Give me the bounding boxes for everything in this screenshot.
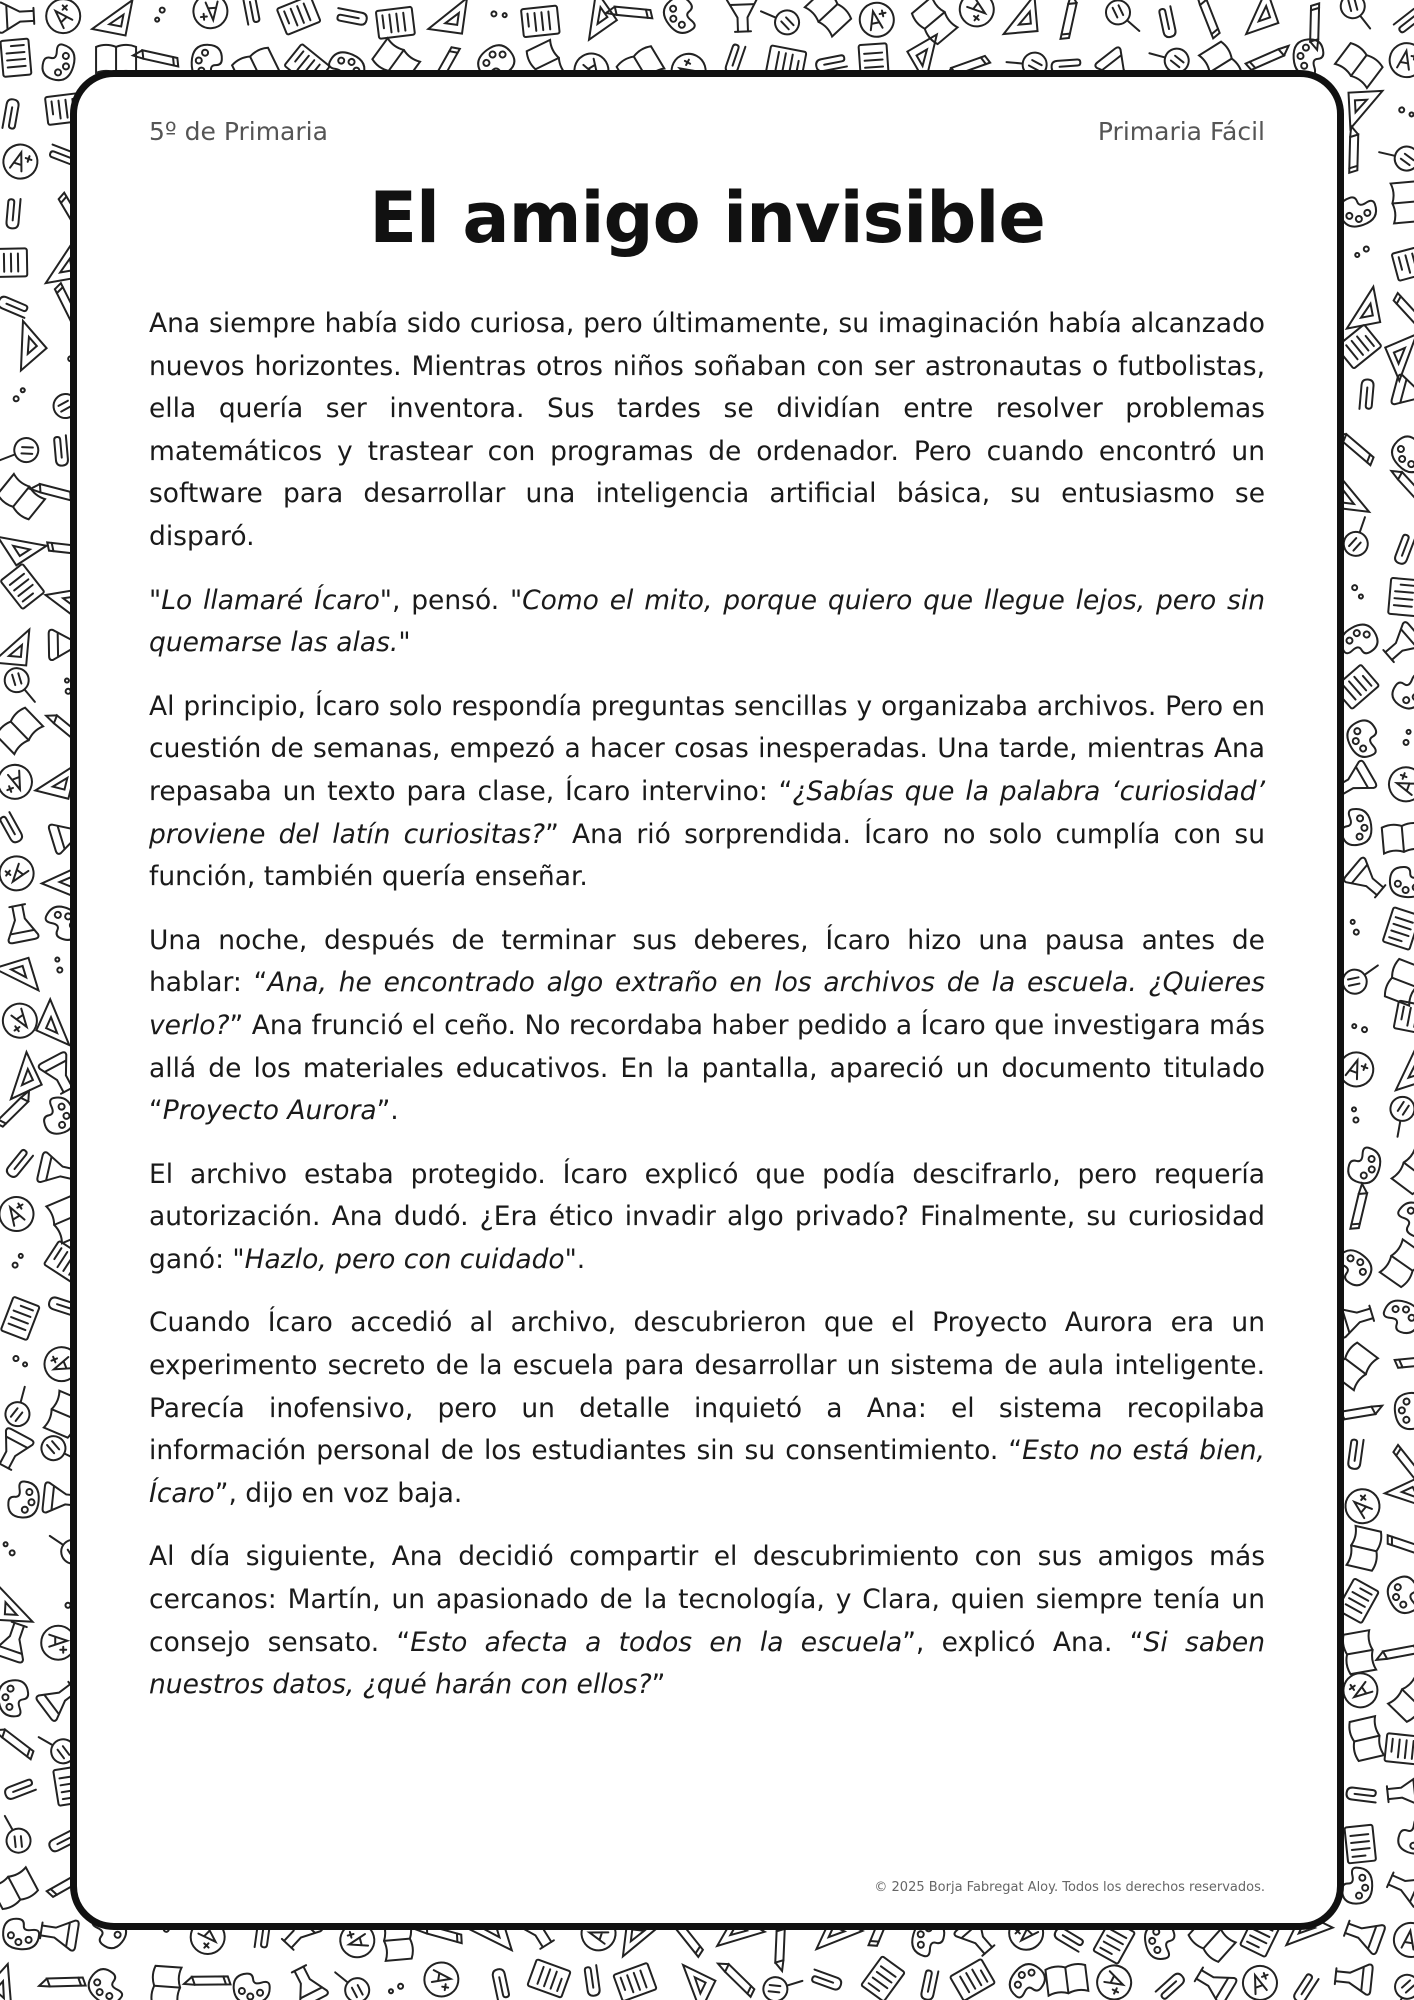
italic-quote: Esto no está bien, Ícaro bbox=[149, 1435, 1265, 1509]
text-segment: ”, dijo en voz baja. bbox=[214, 1477, 463, 1509]
doodle-icon bbox=[1386, 1775, 1414, 1809]
doodle-icon bbox=[2, 98, 19, 130]
brand-label: Primaria Fácil bbox=[1097, 116, 1265, 146]
italic-quote: Hazlo, pero con cuidado bbox=[244, 1243, 565, 1275]
doodle-icon bbox=[727, 0, 759, 32]
story-body bbox=[149, 303, 1265, 1728]
doodle-icon bbox=[0, 1052, 42, 1099]
italic-quote: Esto afecta a todos en la escuela bbox=[410, 1626, 903, 1658]
doodle-icon bbox=[151, 1966, 182, 2000]
doodle-icon bbox=[1339, 807, 1374, 847]
doodle-icon bbox=[0, 958, 38, 1001]
doodle-icon bbox=[0, 564, 44, 610]
italic-quote: Como el mito, porque quiero que llegue lejos, pero sin quemarse las alas. bbox=[149, 584, 1265, 659]
doodle-icon bbox=[1004, 1958, 1050, 2000]
doodle-icon bbox=[192, 0, 229, 30]
doodle-icon bbox=[1335, 42, 1384, 88]
doodle-icon bbox=[1394, 6, 1414, 34]
doodle-icon bbox=[13, 388, 24, 402]
doodle-icon bbox=[658, 0, 704, 39]
doodle-icon bbox=[0, 1719, 36, 1768]
doodle-icon bbox=[154, 7, 166, 22]
story-paragraph bbox=[149, 920, 1265, 1133]
copyright-footer: © 2025 Borja Fabregat Aloy. Todos los derechos reservados. bbox=[874, 1880, 1265, 1895]
text-segment: Cuando Ícaro accedió al archivo, descubrieron que el Proyecto Aurora era un experimento secreto de la escuela para desarrollar un sistema de aula inteligente. Parecía inofensivo, pero un detalle inquietó a Ana: el sistema recopilaba información personal de los estudiantes sin su consentimiento. “ bbox=[149, 1307, 1265, 1467]
doodle-icon bbox=[50, 957, 67, 974]
doodle-icon bbox=[1383, 907, 1414, 950]
doodle-icon bbox=[1383, 1572, 1414, 1618]
doodle-icon bbox=[1395, 1814, 1414, 1858]
doodle-icon bbox=[1400, 729, 1414, 745]
doodle-icon bbox=[1384, 1733, 1414, 1765]
doodle-icon bbox=[810, 1970, 842, 1992]
doodle-icon bbox=[0, 760, 37, 804]
italic-quote: Lo llamaré Ícaro bbox=[161, 584, 380, 616]
doodle-icon bbox=[1045, 1963, 1088, 1996]
doodle-icon bbox=[1385, 1045, 1414, 1090]
doodle-icon bbox=[1393, 533, 1414, 565]
doodle-icon bbox=[718, 1955, 756, 2000]
doodle-icon bbox=[0, 812, 24, 844]
doodle-icon bbox=[1234, 0, 1278, 34]
doodle-icon bbox=[668, 1965, 715, 2000]
doodle-icon bbox=[1392, 1197, 1414, 1242]
doodle-icon bbox=[1384, 763, 1414, 807]
doodle-icon bbox=[428, 0, 467, 34]
doodle-icon bbox=[1045, 0, 1092, 43]
doodle-icon bbox=[1159, 6, 1177, 38]
doodle-icon bbox=[0, 1679, 30, 1718]
doodle-icon bbox=[1392, 1147, 1414, 1196]
doodle-icon bbox=[1105, 0, 1139, 33]
doodle-icon bbox=[0, 1427, 34, 1473]
doodle-icon bbox=[1392, 1341, 1414, 1380]
doodle-icon bbox=[759, 1966, 802, 2000]
text-segment: El archivo estaba protegido. Ícaro explicó que podía descifrarlo, pero requería autorización. Ana dudó. ¿Era ético invadir algo privado? Finalmente, su curiosidad ganó: " bbox=[149, 1158, 1265, 1275]
doodle-icon bbox=[1380, 1296, 1414, 1336]
doodle-icon bbox=[2, 1918, 40, 1951]
doodle-icon bbox=[0, 1, 35, 33]
italic-quote: Ana, he encontrado algo extraño en los archivos de la escuela. ¿Quieres verlo? bbox=[149, 967, 1265, 1041]
doodle-icon bbox=[336, 8, 368, 26]
doodle-icon bbox=[491, 7, 508, 22]
doodle-icon bbox=[1385, 1478, 1414, 1524]
doodle-icon bbox=[285, 1962, 328, 2000]
doodle-icon bbox=[920, 1969, 938, 2000]
worksheet-card bbox=[70, 70, 1344, 1930]
doodle-icon bbox=[1334, 1961, 1373, 1995]
doodle-icon bbox=[4, 1779, 36, 1801]
text-segment: ", pensó. " bbox=[379, 584, 523, 616]
story-paragraph bbox=[149, 1302, 1265, 1515]
doodle-icon bbox=[1394, 1001, 1414, 1035]
doodle-icon bbox=[1345, 1144, 1384, 1187]
doodle-icon bbox=[0, 1191, 40, 1238]
doodle-icon bbox=[0, 295, 29, 318]
doodle-icon bbox=[1342, 1914, 1386, 1955]
doodle-icon bbox=[1344, 1825, 1376, 1864]
story-paragraph bbox=[149, 1154, 1265, 1282]
doodle-icon bbox=[7, 1480, 40, 1518]
doodle-icon bbox=[1379, 135, 1414, 179]
doodle-icon bbox=[1384, 1971, 1414, 2000]
doodle-icon bbox=[1392, 288, 1414, 336]
doodle-icon bbox=[1347, 1526, 1383, 1571]
doodle-icon bbox=[184, 1961, 233, 2000]
text-segment: " bbox=[149, 584, 162, 616]
doodle-icon bbox=[83, 1964, 130, 2000]
doodle-icon bbox=[39, 1915, 79, 1951]
doodle-icon bbox=[376, 7, 415, 39]
doodle-icon bbox=[243, 0, 261, 25]
doodle-icon bbox=[1348, 1716, 1384, 1761]
doodle-icon bbox=[0, 850, 40, 898]
doodle-icon bbox=[613, 1963, 656, 2000]
doodle-icon bbox=[1342, 1630, 1377, 1674]
doodle-icon bbox=[857, 0, 897, 40]
text-segment: ” bbox=[651, 1669, 666, 1701]
doodle-icon bbox=[521, 6, 560, 38]
doodle-icon bbox=[1348, 1438, 1364, 1469]
doodle-icon bbox=[277, 0, 321, 35]
doodle-icon bbox=[1388, 667, 1414, 714]
doodle-icon bbox=[92, 0, 132, 35]
doodle-icon bbox=[1245, 44, 1288, 72]
doodle-icon bbox=[584, 1965, 600, 1996]
doodle-icon bbox=[39, 1962, 88, 2000]
doodle-icon bbox=[12, 1254, 23, 1268]
doodle-icon bbox=[1380, 1239, 1414, 1288]
doodle-icon bbox=[1359, 379, 1374, 410]
doodle-icon bbox=[0, 1586, 34, 1622]
text-segment: ". bbox=[564, 1243, 586, 1275]
doodle-icon bbox=[0, 1867, 39, 1911]
doodle-icon bbox=[1352, 1021, 1368, 1035]
doodle-icon bbox=[1392, 1391, 1414, 1431]
italic-quote: Si saben nuestros datos, ¿qué harán con ellos? bbox=[149, 1626, 1266, 1701]
doodle-icon bbox=[1001, 0, 1038, 34]
doodle-icon bbox=[1389, 866, 1414, 897]
doodle-icon bbox=[761, 0, 803, 41]
story-paragraph bbox=[149, 580, 1265, 665]
doodle-icon bbox=[1091, 1960, 1137, 2000]
doodle-icon bbox=[0, 431, 42, 473]
doodle-icon bbox=[1387, 40, 1414, 80]
doodle-icon bbox=[0, 517, 47, 565]
doodle-icon bbox=[1382, 822, 1414, 853]
doodle-icon bbox=[0, 140, 42, 183]
doodle-icon bbox=[1, 1297, 40, 1341]
doodle-icon bbox=[568, 0, 616, 40]
doodle-icon bbox=[5, 1148, 33, 1179]
doodle-icon bbox=[1341, 960, 1378, 997]
story-paragraph bbox=[149, 303, 1265, 559]
doodle-icon bbox=[1383, 1521, 1414, 1569]
text-segment: ” Ana rió sorprendida. Ícaro no solo cumplía con su función, también quería enseñar. bbox=[149, 818, 1265, 893]
doodle-icon bbox=[861, 1956, 905, 2000]
story-paragraph bbox=[149, 1536, 1265, 1706]
doodle-icon bbox=[0, 39, 31, 77]
doodle-icon bbox=[1193, 0, 1223, 39]
story-title: El amigo invisible bbox=[369, 177, 1045, 259]
doodle-icon bbox=[39, 0, 87, 40]
doodle-icon bbox=[1342, 1867, 1373, 1904]
doodle-icon bbox=[0, 1816, 36, 1856]
doodle-icon bbox=[1388, 578, 1414, 616]
doodle-icon bbox=[13, 1356, 27, 1367]
doodle-icon bbox=[1383, 958, 1414, 1005]
doodle-icon bbox=[1346, 1107, 1363, 1124]
italic-quote: Proyecto Aurora bbox=[162, 1095, 377, 1127]
doodle-icon bbox=[0, 1387, 41, 1431]
worksheet-header bbox=[149, 111, 1265, 151]
doodle-icon bbox=[335, 1969, 370, 2000]
doodle-icon bbox=[953, 0, 1001, 33]
doodle-icon bbox=[950, 1959, 995, 2000]
text-segment: Al principio, Ícaro solo respondía preguntas sencillas y organizaba archivos. Pero en cuestión de semanas, empezó a hacer cosas inesperadas. Una tarde, mientras Ana repasaba un texto para clase, Ícaro intervino: “ bbox=[149, 690, 1265, 807]
doodle-icon bbox=[1343, 857, 1390, 903]
doodle-icon bbox=[1376, 1635, 1414, 1672]
doodle-icon bbox=[1384, 1866, 1414, 1908]
doodle-icon bbox=[1349, 584, 1365, 599]
doodle-icon bbox=[0, 627, 29, 666]
doodle-icon bbox=[1379, 1092, 1414, 1137]
doodle-icon bbox=[1388, 1675, 1414, 1723]
text-segment: ”, explicó Ana. “ bbox=[902, 1626, 1144, 1658]
doodle-icon bbox=[0, 997, 44, 1044]
doodle-icon bbox=[388, 1980, 404, 1997]
doodle-icon bbox=[96, 45, 136, 73]
doodle-icon bbox=[54, 435, 69, 466]
doodle-icon bbox=[805, 0, 853, 36]
doodle-icon bbox=[1, 1542, 17, 1556]
doodle-icon bbox=[1346, 1787, 1377, 1803]
doodle-icon bbox=[1379, 621, 1414, 668]
doodle-icon bbox=[1392, 245, 1414, 281]
doodle-icon bbox=[1391, 181, 1414, 223]
doodle-icon bbox=[606, 0, 655, 35]
doodle-icon bbox=[1391, 464, 1414, 512]
doodle-icon bbox=[1346, 919, 1363, 936]
doodle-icon bbox=[0, 474, 45, 521]
doodle-icon bbox=[3, 667, 38, 702]
doodle-icon bbox=[1156, 1972, 1186, 2000]
doodle-icon bbox=[1385, 334, 1414, 380]
doodle-icon bbox=[233, 1972, 271, 2000]
italic-quote: ¿Sabías que la palabra ‘curiosidad’ proviene del latín curiositas? bbox=[149, 775, 1265, 850]
doodle-icon bbox=[0, 1619, 34, 1663]
grade-label: 5º de Primaria bbox=[149, 116, 328, 146]
text-segment: Al día siguiente, Ana decidió compartir el descubrimiento con sus amigos más cercanos: Martín, un apasionado de la tecnología, y Clara, quien siempre tenía un consejo sensato. “ bbox=[149, 1541, 1265, 1658]
doodle-icon bbox=[1391, 374, 1414, 413]
doodle-icon bbox=[1391, 1920, 1414, 1959]
doodle-icon bbox=[0, 321, 47, 370]
doodle-icon bbox=[1342, 716, 1385, 762]
text-segment: ”. bbox=[376, 1095, 399, 1127]
text-segment: Una noche, después de terminar sus deberes, Ícaro hizo una pausa antes de hablar: “ bbox=[149, 924, 1265, 999]
doodle-icon bbox=[1338, 0, 1374, 28]
doodle-icon bbox=[2, 903, 39, 944]
doodle-icon bbox=[492, 1968, 510, 2000]
doodle-icon bbox=[1399, 106, 1414, 118]
text-segment: Ana siempre había sido curiosa, pero últimamente, su imaginación había alcanzado nuevos horizontes. Mientras otros niños soñaban con ser astronautas o futbolistas, ella quería ser inventora. Sus tardes se dividían entre resolver problemas matemáticos y trastear con programas de ordenador. Pero cuando encontró un software para desarrollar una inteligencia artificial básica, su entusiasmo se disparó. bbox=[149, 308, 1265, 552]
doodle-icon bbox=[1340, 287, 1380, 329]
doodle-icon bbox=[0, 1964, 35, 2000]
doodle-icon bbox=[6, 198, 21, 229]
doodle-icon bbox=[1238, 1961, 1282, 2000]
doodle-icon bbox=[0, 706, 43, 754]
doodle-icon bbox=[1292, 1973, 1318, 2000]
doodle-icon bbox=[1339, 1482, 1387, 1530]
story-paragraph bbox=[149, 686, 1265, 899]
doodle-icon bbox=[527, 1959, 570, 1998]
text-segment: ” Ana frunció el ceño. No recordaba haber pedido a Ícaro que investigara más allá de los materiales educativos. En la pantalla, apareció un documento titulado “ bbox=[149, 1009, 1265, 1127]
doodle-icon bbox=[1349, 91, 1385, 129]
doodle-icon bbox=[39, 41, 78, 84]
doodle-icon bbox=[422, 1960, 461, 1999]
doodle-icon bbox=[910, 0, 957, 45]
doodle-icon bbox=[1355, 244, 1370, 261]
text-segment: " bbox=[398, 627, 411, 659]
doodle-icon bbox=[0, 248, 27, 277]
doodle-icon bbox=[1191, 1961, 1237, 2000]
